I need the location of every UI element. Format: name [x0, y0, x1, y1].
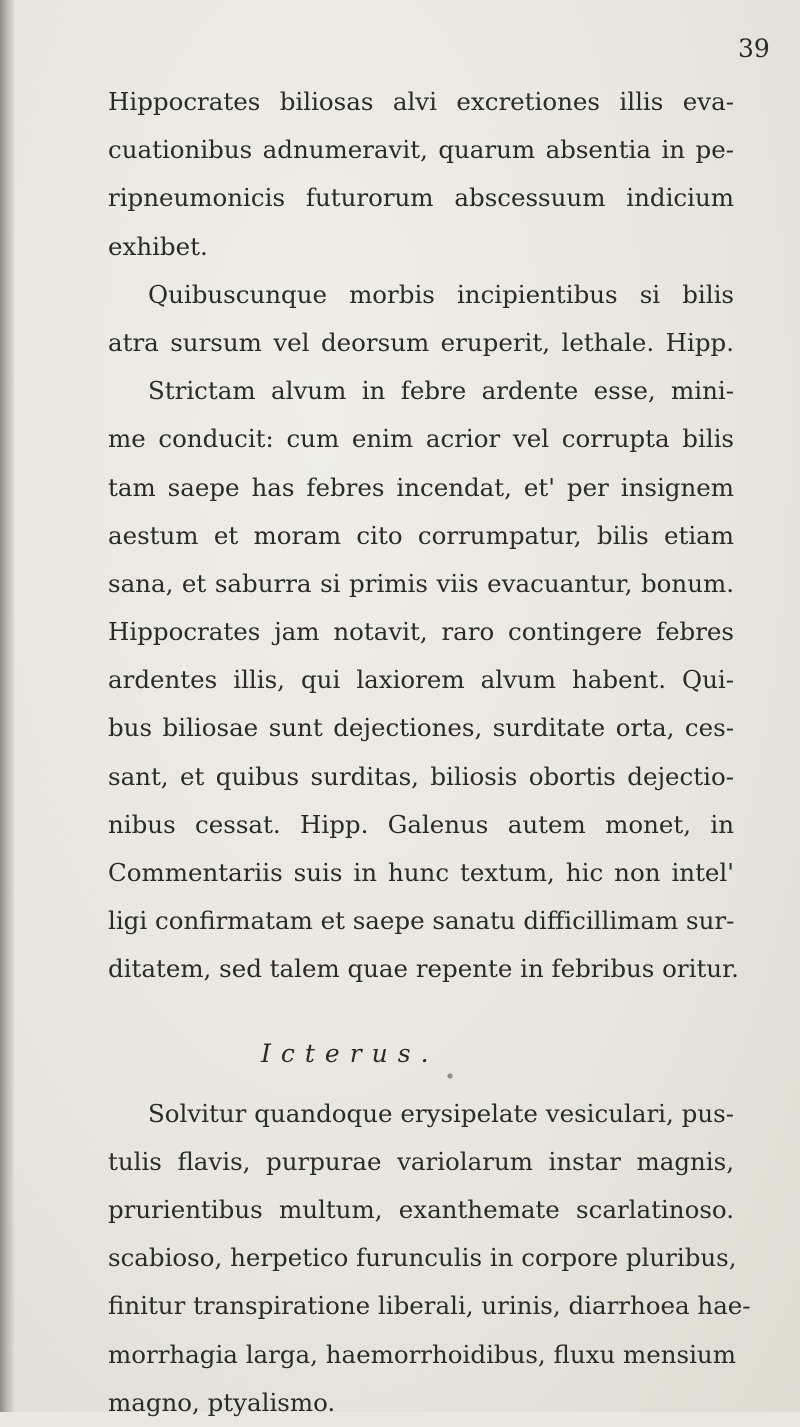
- text-line: Strictam alvum in febre ardente esse, mini-: [148, 376, 734, 406]
- page-number: 39: [738, 34, 770, 63]
- text-line: scabioso, herpetico furunculis in corpore pluribus,: [108, 1243, 737, 1273]
- section-heading-text: Icterus.: [261, 1038, 439, 1068]
- text-line: nibus cessat. Hipp. Galenus autem monet, in: [108, 809, 734, 839]
- text-line: me conducit: cum enim acrior vel corrupta bilis: [108, 424, 734, 454]
- text-line: sana, et saburra si primis viis evacuantur, bonum.: [108, 568, 734, 598]
- text-block: [108, 78, 751, 1427]
- text-line: ditatem, sed talem quae repente in febribus oritur.: [108, 954, 739, 984]
- text-line: magno, ptyalismo.: [108, 1387, 336, 1417]
- text-line: Hippocrates biliosas alvi excretiones illis eva-: [108, 87, 734, 116]
- paragraphs-before-heading: [108, 78, 739, 994]
- text-line: cuationibus adnumeravit, quarum absentia in pe-: [108, 135, 734, 165]
- text-line: bus biliosae sunt dejectiones, surditate orta, ces-: [108, 713, 734, 743]
- text-line: tam saepe has febres incendat, et' per insignem: [108, 472, 734, 502]
- text-line: ardentes illis, qui laxiorem alvum habent. Qui-: [108, 665, 734, 695]
- paragraphs-after-heading: [108, 1090, 751, 1427]
- section-heading: [108, 1018, 734, 1090]
- text-line: finitur transpiratione liberali, urinis, diarrhoea hae-: [108, 1291, 751, 1321]
- ink-mark-icon: [443, 1072, 457, 1080]
- text-line: aestum et moram cito corrumpatur, bilis etiam: [108, 520, 734, 550]
- text-line: ligi confirmatam et saepe sanatu difficillimam sur-: [108, 906, 735, 936]
- text-line: morrhagia larga, haemorrhoidibus, fluxu mensium: [108, 1339, 736, 1369]
- text-line: Quibuscunque morbis incipientibus si bilis: [148, 279, 734, 309]
- text-line: tulis flavis, purpurae variolarum instar magnis,: [108, 1146, 734, 1176]
- text-line: Solvitur quandoque erysipelate vesiculari, pus-: [148, 1098, 734, 1128]
- text-line: Hippocrates jam notavit, raro contingere febres: [108, 617, 734, 647]
- text-line: exhibet.: [108, 231, 208, 261]
- binding-edge: [0, 0, 14, 1412]
- text-line: sant, et quibus surditas, biliosis obortis dejectio-: [108, 761, 734, 791]
- text-line: prurientibus multum, exanthemate scarlatinoso.: [108, 1194, 734, 1224]
- text-line: atra sursum vel deorsum eruperit, lethale. Hipp.: [108, 327, 734, 357]
- text-line: Commentariis suis in hunc textum, hic non intel': [108, 858, 734, 887]
- text-line: ripneumonicis futurorum abscessuum indicium: [108, 183, 734, 213]
